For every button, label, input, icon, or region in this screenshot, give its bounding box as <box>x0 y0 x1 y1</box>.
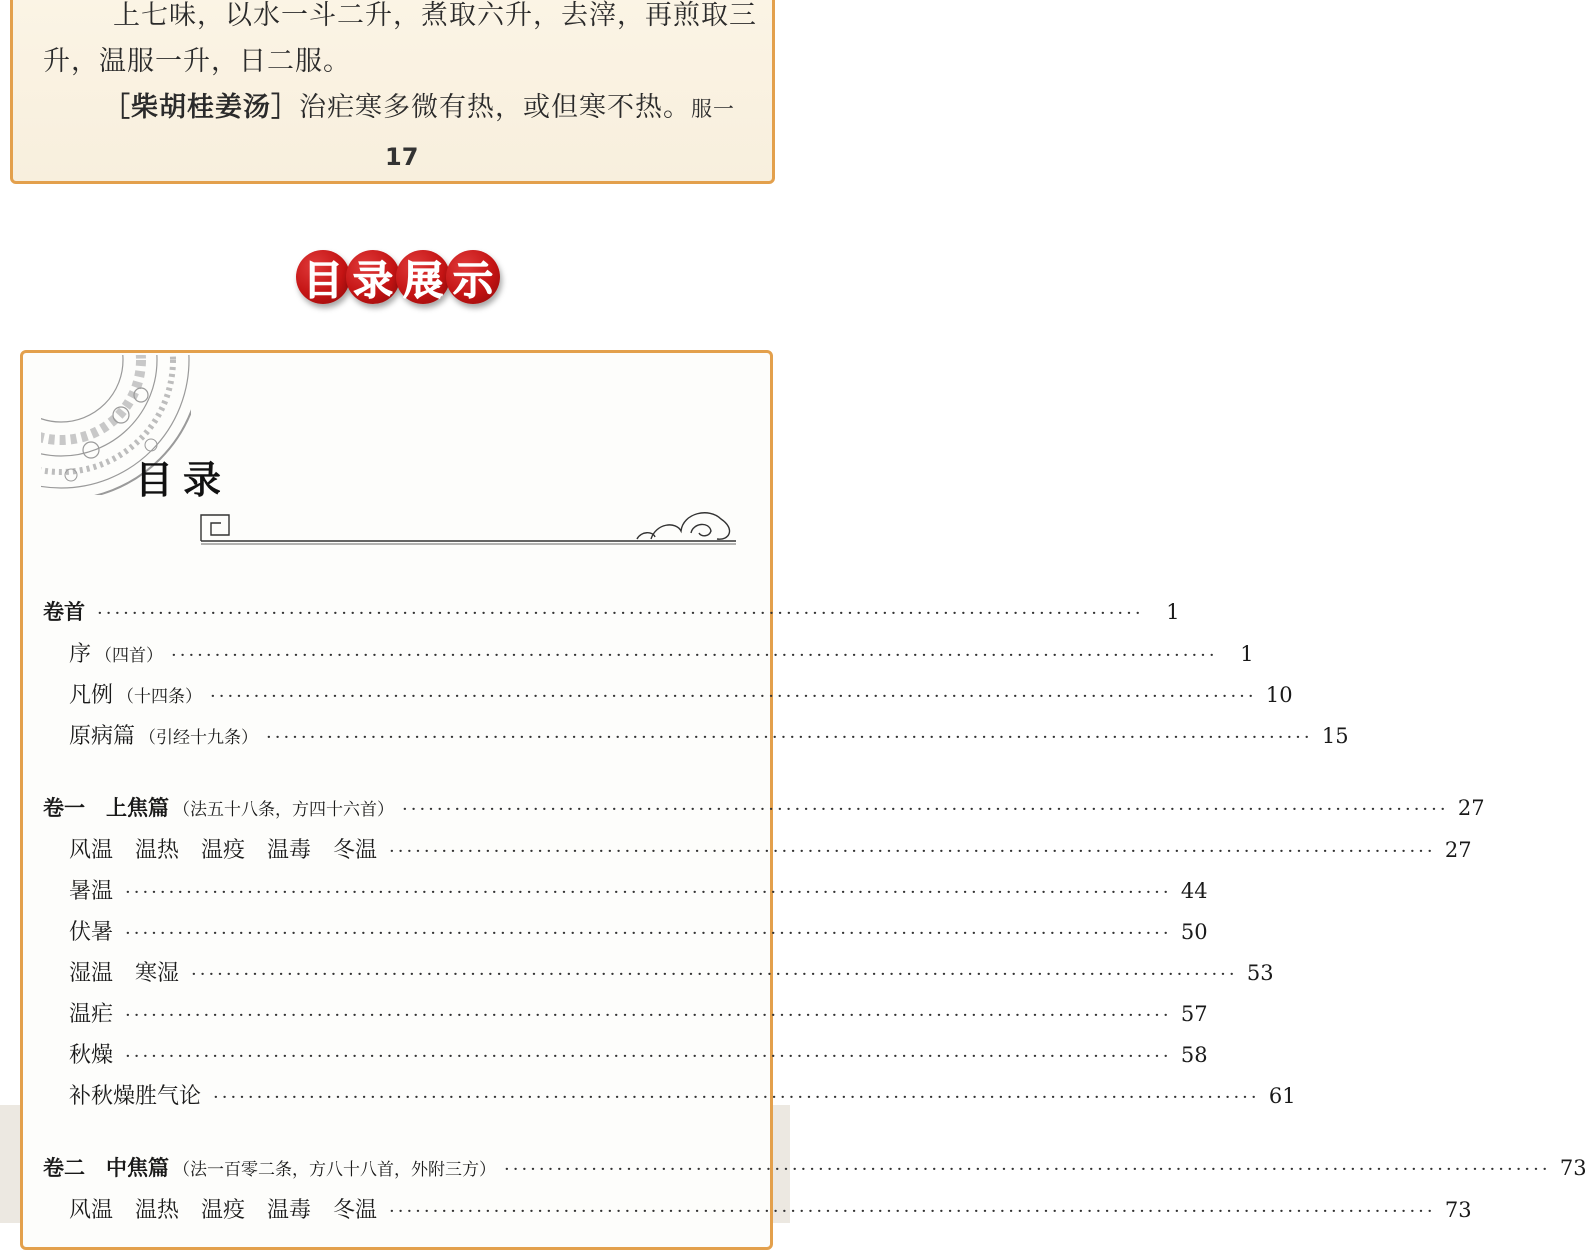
toc-section-title <box>43 596 89 626</box>
excerpt-line-2: 升，温服一升，日二服。 <box>43 46 351 77</box>
toc-page-number: 73 <box>1559 1156 1587 1180</box>
dot-leader: ························································································································ <box>266 727 1313 748</box>
dot-leader: ························································································································ <box>97 603 1144 624</box>
book-page-excerpt <box>10 0 775 184</box>
toc-entry-label <box>69 719 258 750</box>
toc-page-number: 44 <box>1180 879 1208 903</box>
toc-entry-row[interactable] <box>69 997 1208 1033</box>
toc-page-number: 10 <box>1265 683 1293 707</box>
toc-label-text: 秋燥 <box>69 1043 114 1068</box>
toc-section-row[interactable] <box>43 1152 1587 1188</box>
toc-entry-row[interactable] <box>69 915 1208 951</box>
toc-page-number: 27 <box>1457 796 1485 820</box>
dot-leader: ························································································································ <box>125 1046 1172 1067</box>
toc-label-text: 伏暑 <box>69 920 114 945</box>
toc-entry-label <box>69 678 202 709</box>
toc-page-number: 1 <box>1166 600 1180 624</box>
toc-page-number: 57 <box>1180 1002 1208 1026</box>
toc-entry-label <box>69 637 163 668</box>
dot-leader: ························································································································ <box>125 1005 1172 1026</box>
toc-entry-row[interactable] <box>69 1079 1296 1115</box>
toc-entry-row[interactable] <box>69 1193 1472 1229</box>
toc-label-text: 序 <box>69 642 92 667</box>
excerpt-line-1: 上七味，以水一斗二升，煮取六升，去滓，再煎取三 <box>113 0 757 31</box>
toc-label-text: 补秋燥胜气论 <box>69 1084 202 1109</box>
toc-entry-label <box>69 997 117 1028</box>
dot-leader: ························································································································ <box>213 1087 1260 1108</box>
toc-section-row[interactable] <box>43 792 1485 828</box>
formula-name: ［柴胡桂姜汤］ <box>103 92 299 123</box>
toc-entry-row[interactable] <box>69 874 1208 910</box>
toc-entry-label <box>69 956 183 987</box>
toc-entry-label <box>69 1079 205 1110</box>
toc-page-number: 61 <box>1268 1084 1296 1108</box>
toc-section-row[interactable] <box>43 596 1180 632</box>
toc-label-text: 温疟 <box>69 1002 114 1027</box>
toc-note-text: （引经十九条） <box>139 728 259 748</box>
banner-char-4: 示 <box>446 250 500 304</box>
dot-leader: ························································································································ <box>171 645 1218 666</box>
page-number: 17 <box>385 143 419 171</box>
toc-section-title <box>43 792 394 822</box>
toc-label-text: 湿温 寒湿 <box>69 961 180 986</box>
dot-leader: ························································································································ <box>389 841 1436 862</box>
toc-entry-row[interactable] <box>69 678 1293 714</box>
toc-label-text: 原病篇 <box>69 724 136 749</box>
toc-entry-row[interactable] <box>69 719 1349 755</box>
formula-description: 治疟寒多微有热，或但寒不热。 <box>299 92 691 123</box>
dot-leader: ························································································································ <box>191 964 1238 985</box>
toc-page-number: 50 <box>1180 920 1208 944</box>
toc-label-text: 卷首 <box>43 600 85 624</box>
formula-description-cont: 服一 <box>691 97 735 121</box>
toc-note-text: （四首） <box>95 646 164 666</box>
dot-leader: ························································································································ <box>125 882 1172 903</box>
toc-entry-label <box>69 915 117 946</box>
toc-page-number: 15 <box>1321 724 1349 748</box>
toc-note-text: （法五十八条，方四十六首） <box>173 800 394 820</box>
toc-section-title <box>43 1152 496 1182</box>
toc-entry-label <box>69 874 117 905</box>
toc-label-text: 卷一 上焦篇 <box>43 796 169 820</box>
title-rule-ornament <box>41 493 736 553</box>
toc-page-number: 1 <box>1240 642 1254 666</box>
toc-entry-label <box>69 1038 117 1069</box>
toc-label-text: 风温 温热 温疫 温毒 冬温 <box>69 838 378 863</box>
toc-entry-row[interactable] <box>69 1038 1208 1074</box>
excerpt-line-3 <box>103 85 735 124</box>
toc-page-number: 53 <box>1246 961 1274 985</box>
dot-leader: ························································································································ <box>402 799 1449 820</box>
toc-entry-label <box>69 833 381 864</box>
toc-note-text: （法一百零二条，方八十八首，外附三方） <box>173 1160 496 1180</box>
section-banner <box>296 250 496 310</box>
table-of-contents-page <box>20 350 1587 1250</box>
toc-note-text: （十四条） <box>117 687 203 707</box>
banner-char-1: 目 <box>296 250 350 304</box>
dot-leader: ························································································································ <box>125 923 1172 944</box>
banner-char-2: 录 <box>346 250 400 304</box>
toc-label-text: 暑温 <box>69 879 114 904</box>
toc-label-text: 凡例 <box>69 683 114 708</box>
toc-entry-row[interactable] <box>69 637 1254 673</box>
toc-label-text: 卷二 中焦篇 <box>43 1156 169 1180</box>
toc-entry-label <box>69 1193 381 1224</box>
toc-label-text: 风温 温热 温疫 温毒 冬温 <box>69 1198 378 1223</box>
dot-leader: ························································································································ <box>389 1201 1436 1222</box>
toc-title: 目录 <box>135 457 232 502</box>
toc-page-number: 27 <box>1444 838 1472 862</box>
toc-page-number: 73 <box>1444 1198 1472 1222</box>
toc-entry-row[interactable] <box>69 956 1274 992</box>
banner-char-3: 展 <box>396 250 450 304</box>
dot-leader: ························································································································ <box>210 686 1257 707</box>
toc-entry-row[interactable] <box>69 833 1472 869</box>
dot-leader: ························································································································ <box>504 1159 1551 1180</box>
toc-page-number: 58 <box>1180 1043 1208 1067</box>
